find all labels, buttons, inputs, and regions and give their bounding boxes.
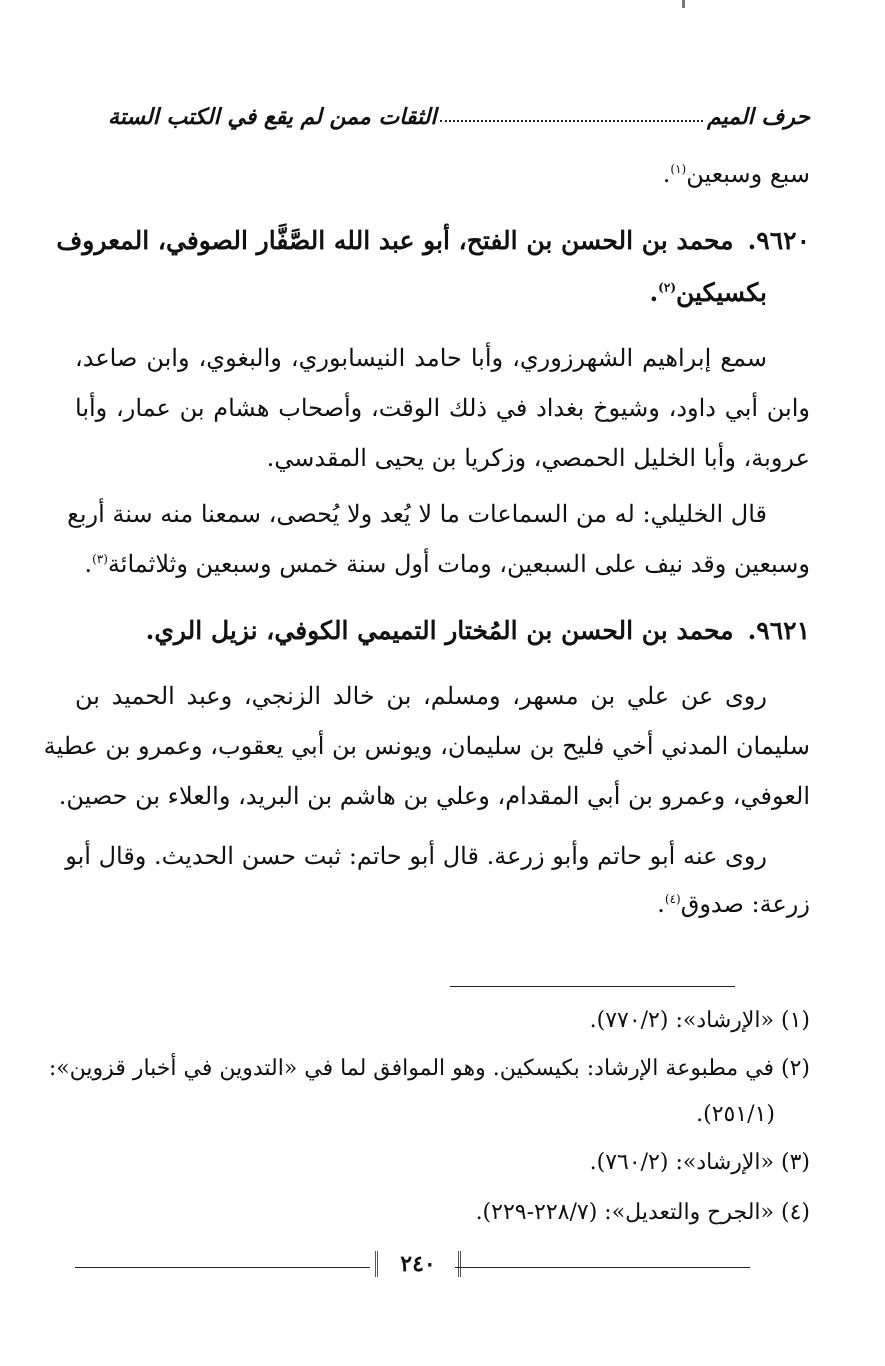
para4-line1: روى عنه أبو حاتم وأبو زرعة. قال أبو حاتم: ثبت حسن الحديث. وقال أبو xyxy=(65,842,767,870)
footer-rule-left xyxy=(75,1267,370,1268)
para2-line2: وسبعين وقد نيف على السبعين، ومات أول سنة خمس وسبعين وثلاثمائة$^{(٣)}$. xyxy=(84,550,810,578)
para1-line3: عروبة، وأبا الخليل الحمصي، وزكريا بن يحيى المقدسي. xyxy=(266,444,810,472)
footnote-2: (٢) في مطبوعة الإرشاد: بكيسكين. وهو الموافق لما في «التدوين في أخبار قزوين»: xyxy=(48,1056,810,1081)
scan-mark xyxy=(682,0,685,8)
para1-line2: وابن أبي داود، وشيوخ بغداد في ذلك الوقت، وأصحاب هشام بن عمار، وأبا xyxy=(75,394,810,422)
header-book-title: الثقات ممن لم يقع في الكتب الستة xyxy=(108,104,437,130)
footnote-2-cont: (٢٥١/١). xyxy=(696,1102,775,1127)
page-number: ٢٤٠ xyxy=(375,1251,461,1277)
footnote-ref: (١) xyxy=(670,162,687,176)
footnote-1: (١) «الإرشاد»: (٧٧٠/٢). xyxy=(589,1008,810,1033)
footnote-separator xyxy=(450,986,735,987)
para2-line1: قال الخليلي: له من السماعات ما لا يُعد ولا يُحصى، سمعنا منه سنة أربع xyxy=(67,500,767,528)
header-leader-dots xyxy=(440,120,703,122)
entry-number: ٩٦٢١. xyxy=(747,616,810,645)
footnote-ref: (٣) xyxy=(92,552,108,566)
para3-line1: روى عن علي بن مسهر، ومسلم، بن خالد الزنجي، وعبد الحميد بن xyxy=(75,682,767,710)
running-header xyxy=(108,98,810,130)
continued-line: سبع وسبعين$^{(١)}$. xyxy=(662,160,810,188)
para3-line3: العوفي، وعمرو بن أبي المقدام، وعلي بن هاشم بن البريد، والعلاء بن حصين. xyxy=(58,782,810,810)
header-chapter: حرف الميم xyxy=(706,104,810,130)
footnote-ref: (٤) xyxy=(664,892,681,906)
footnote-ref: (٢) xyxy=(658,280,676,295)
entry-9621: ٩٦٢١.محمد بن الحسن بن المُختار التميمي الكوفي، نزيل الري. xyxy=(145,616,810,645)
entry-number: ٩٦٢٠. xyxy=(747,226,810,255)
footnote-3: (٣) «الإرشاد»: (٧٦٠/٢). xyxy=(589,1150,810,1175)
footnote-4: (٤) «الجرح والتعديل»: (٢٢٨/٧-٢٢٩). xyxy=(475,1200,810,1225)
page-footer xyxy=(75,1251,750,1277)
para4-line2: زرعة: صدوق$^{(٤)}$. xyxy=(657,890,810,918)
para1-line1: سمع إبراهيم الشهرزوري، وأبا حامد النيسابوري، والبغوي، وابن صاعد، xyxy=(75,344,767,372)
entry-9620-line2: بكسيكين$^{(٢)}$. xyxy=(649,278,767,307)
para3-line2: سليمان المدني أخي فليح بن سليمان، ويونس بن أبي يعقوب، وعمرو بن عطية xyxy=(43,732,810,760)
entry-9620-line1: ٩٦٢٠.محمد بن الحسن بن الفتح، أبو عبد الله الصَّفَّار الصوفي، المعروف xyxy=(56,226,810,255)
footer-rule-right xyxy=(455,1267,750,1268)
